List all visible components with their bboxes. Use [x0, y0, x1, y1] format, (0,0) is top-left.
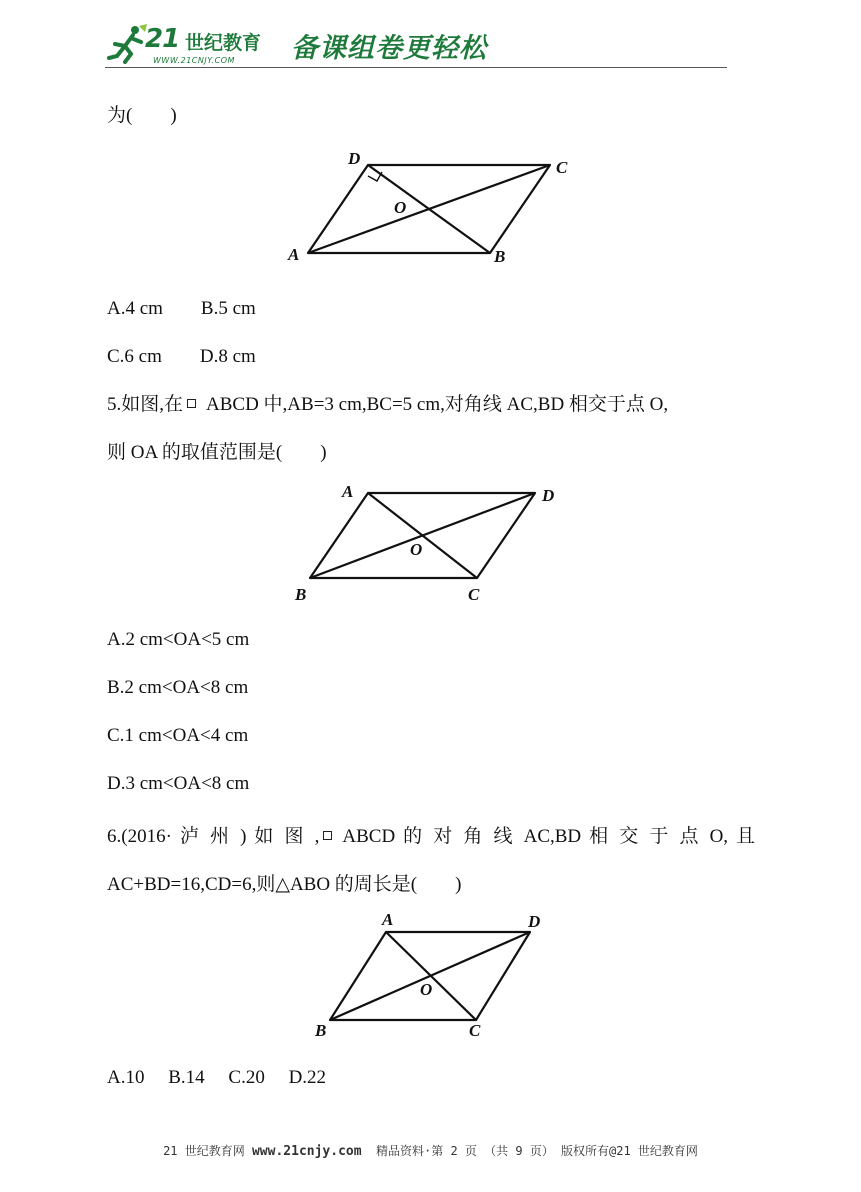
header-divider — [105, 67, 727, 68]
footer-url[interactable]: www.21cnjy.com — [251, 1144, 362, 1159]
q5-line1-start: 5.如图,在 — [107, 394, 184, 415]
q5-label-a: A — [342, 482, 354, 501]
q5-option-c: C.1 cm<OA<4 cm — [107, 725, 249, 746]
q4-figure — [280, 148, 580, 268]
q4-label-d: D — [348, 149, 361, 168]
q6-line1-rest: ABCD 的 对 角 线 AC,BD 相 交 于 点 O, 且 — [342, 826, 755, 847]
q6-line1 — [107, 821, 755, 848]
q5-diagonal-bd — [310, 493, 535, 578]
q5-figure — [290, 478, 580, 608]
q6-options: A.10 B.14 C.20 D.22 — [107, 1067, 327, 1088]
parallelogram-symbol-icon — [323, 831, 332, 840]
page-footer — [0, 1142, 861, 1159]
q4-options-row1: A.4 cm B.5 cm — [107, 298, 256, 319]
q5-label-o: O — [410, 540, 423, 559]
q6-label-d: D — [528, 912, 541, 931]
q4-options-row2: C.6 cm D.8 cm — [107, 346, 256, 367]
q6-label-a: A — [382, 910, 394, 929]
logo-name: 世纪教育 — [185, 32, 262, 54]
q4-label-c: C — [556, 158, 568, 177]
q4-tail: 为( ) — [107, 105, 177, 126]
parallelogram-symbol-icon — [187, 399, 196, 408]
footer-site: 21 世纪教育网 — [163, 1144, 245, 1158]
q4-label-a: A — [288, 245, 300, 264]
header-slogan: 备课组卷更轻松 — [291, 33, 487, 64]
q6-figure — [310, 908, 560, 1043]
q5-line1-rest: ABCD 中,AB=3 cm,BC=5 cm,对角线 AC,BD 相交于点 O, — [206, 394, 669, 415]
q6-label-o: O — [420, 980, 433, 999]
q4-label-o: O — [394, 198, 407, 217]
q6-line1-start: 6.(2016· 泸 州 ) 如 图 , — [107, 826, 320, 847]
runner-logo-icon — [105, 24, 149, 64]
q5-line2: 则 OA 的取值范围是( ) — [107, 442, 327, 463]
q6-label-c: C — [469, 1021, 481, 1040]
q5-label-c: C — [468, 585, 480, 604]
q4-diagonal-bd — [368, 165, 490, 253]
q5-option-a: A.2 cm<OA<5 cm — [107, 629, 250, 650]
q6-line2: AC+BD=16,CD=6,则△ABO 的周长是( ) — [107, 874, 462, 895]
logo-number: 21 — [145, 24, 180, 54]
q6-label-b: B — [315, 1021, 327, 1040]
q5-line1 — [107, 389, 668, 416]
q5-label-d: D — [542, 486, 555, 505]
q5-label-b: B — [295, 585, 307, 604]
page-header — [105, 22, 727, 70]
footer-info: 精品资料·第 2 页 （共 9 页） 版权所有@21 世纪教育网 — [376, 1144, 698, 1158]
logo-url: WWW.21CNJY.COM — [153, 56, 235, 65]
q5-option-b: B.2 cm<OA<8 cm — [107, 677, 249, 698]
q4-label-b: B — [494, 247, 506, 266]
q6-diagonal-bd — [330, 932, 530, 1020]
q5-option-d: D.3 cm<OA<8 cm — [107, 773, 250, 794]
